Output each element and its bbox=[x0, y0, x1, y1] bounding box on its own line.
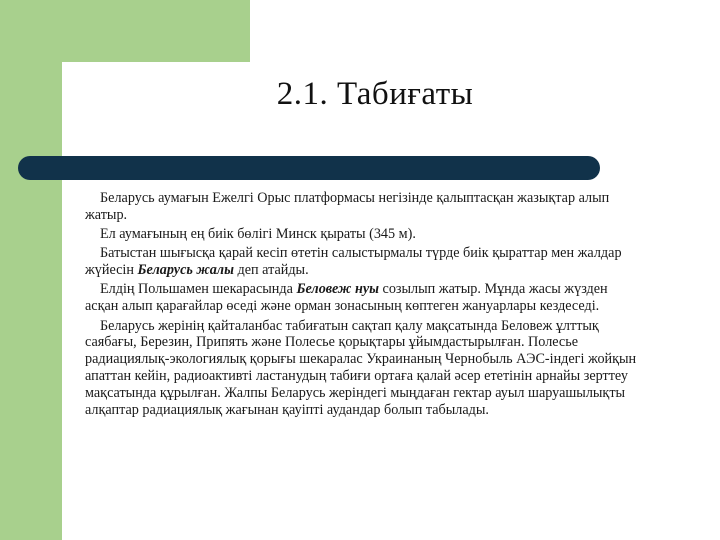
body-paragraph bbox=[85, 245, 640, 279]
emphasized-term-text: Беловеж нуы bbox=[296, 281, 379, 298]
emphasized-term-text: Беларусь жалы bbox=[137, 262, 234, 279]
paragraph-text: деп атайды. bbox=[233, 262, 309, 279]
paragraph-text: Елдің Польшамен шекарасында bbox=[100, 281, 297, 298]
paragraph-text: Беларусь аумағын Ежелгі Орыс платформасы негізінде қалыптасқан жазықтар алып жатыр. bbox=[85, 190, 610, 223]
slide-title: 2.1. Табиғаты bbox=[276, 76, 474, 112]
body-paragraph bbox=[85, 190, 640, 224]
body-paragraph bbox=[85, 226, 640, 243]
title-divider-bar bbox=[18, 156, 600, 180]
emphasized-term bbox=[138, 262, 234, 278]
paragraph-text: созылып жатыр. Мұнда жасы жүзден асқан алып қарағайлар өседі және орман зонасының көптеген жануарлары кездеседі. bbox=[85, 281, 608, 315]
slide-body bbox=[85, 190, 640, 421]
paragraph-text: Батыстан шығысқа қарай кесіп өтетін салыстырмалы түрде биік қыраттар мен жалдар жүйесін bbox=[85, 245, 622, 279]
emphasized-term bbox=[296, 281, 379, 297]
body-paragraph bbox=[85, 318, 640, 419]
paragraph-text: Беларусь жерінің қайталанбас табиғатын сақтап қалу мақсатында Беловеж ұлттық саябағы, Березин, Припять және Полесье қорықтары ұйымдастырылған. Полесье радиациялық-экологиялық қорығы шекаралас Украинаның Чернобыль АЭС-індегі жойқын апаттан кейін, радиоактивті ластанудың табиғи ортаға қалай әсер ететінін арнайы зерттеу мақсатында құрылған. Жалпы Беларусь жеріндегі мыңдаған гектар ауыл шаруашылықты алқаптар радиациялық жағынан қауіпті аудандар болып табылады. bbox=[85, 317, 637, 418]
body-paragraph bbox=[85, 281, 640, 315]
paragraph-text: Ел аумағының ең биік бөлігі Минск қыраты (345 м). bbox=[100, 226, 416, 243]
